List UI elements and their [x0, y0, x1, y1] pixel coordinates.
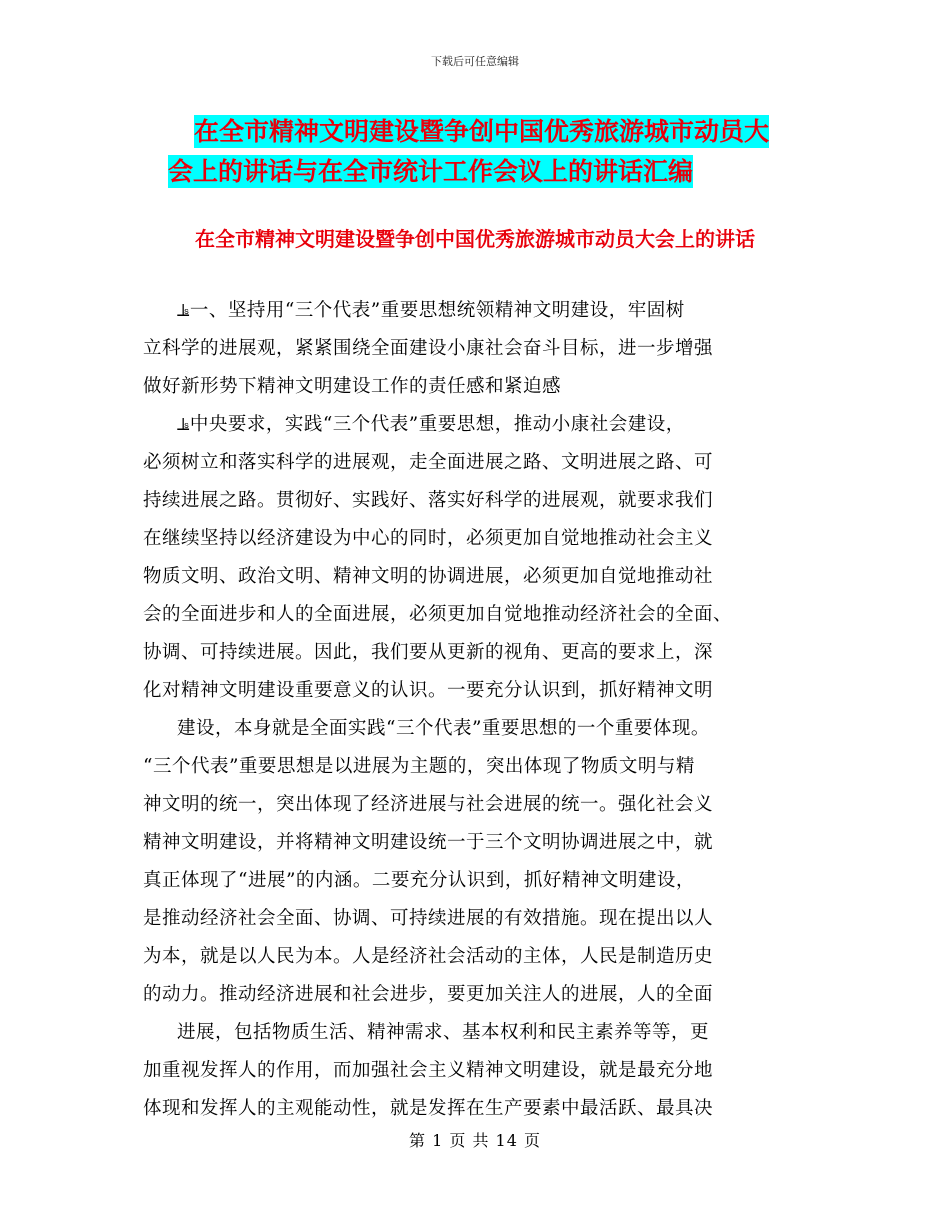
body-line: 必须树立和落实科学的进展观，走全面进展之路、文明进展之路、可 [143, 452, 714, 473]
body-line: 进展，包括物质生活、精神需求、基本权利和民主素养等等，更 [177, 1022, 710, 1043]
body-line: 的动力。推动经济进展和社会进步，要更加关注人的进展，人的全面 [143, 984, 714, 1005]
body-line: 是推动经济社会全面、协调、可持续进展的有效措施。现在提出以人 [143, 908, 714, 929]
body-line: 会的全面进步和人的全面进展，必须更加自觉地推动经济社会的全面、 [143, 604, 733, 625]
title-line-1-text: 在全市精神文明建设暨争创中国优秀旅游城市动员大 [194, 117, 770, 146]
body-line: 协调、可持续进展。因此，我们要从更新的视角、更高的要求上，深 [143, 642, 714, 663]
section-heading: 在全市精神文明建设暨争创中国优秀旅游城市动员大会上的讲话 [195, 227, 755, 251]
body-line: 加重视发挥人的作用，而加强社会主义精神文明建设，就是最充分地 [143, 1060, 714, 1081]
body-line: “三个代表”重要思想是以进展为主题的，突出体现了物质文明与精 [143, 756, 695, 777]
body-line: 立科学的进展观，紧紧围绕全面建设小康社会奋斗目标，进一步增强 [143, 338, 714, 359]
body-text [143, 292, 803, 1128]
title-line-2 [168, 152, 818, 192]
body-line: 持续进展之路。贯彻好、实践好、落实好科学的进展观，就要求我们 [143, 490, 714, 511]
body-line: ⫡一、坚持用“三个代表”重要思想统领精神文明建设，牢固树 [177, 300, 685, 321]
body-line: 精神文明建设，并将精神文明建设统一于三个文明协调进展之中，就 [143, 832, 714, 853]
body-line: 化对精神文明建设重要意义的认识。一要充分认识到，抓好精神文明 [143, 680, 714, 701]
body-line: 神文明的统一，突出体现了经济进展与社会进展的统一。强化社会义 [143, 794, 714, 815]
body-line: ⫡中央要求，实践“三个代表”重要思想，推动小康社会建设， [177, 414, 685, 435]
body-line: 物质文明、政治文明、精神文明的协调进展，必须更加自觉地推动社 [143, 566, 714, 587]
body-line: 在继续坚持以经济建设为中心的同时，必须更加自觉地推动社会主义 [143, 528, 714, 549]
body-line: 真正体现了“进展”的内涵。二要充分认识到，抓好精神文明建设， [143, 870, 695, 891]
header-note: 下载后可任意编辑 [431, 55, 519, 68]
body-line: 做好新形势下精神文明建设工作的责任感和紧迫感 [143, 376, 562, 397]
body-line: 为本，就是以人民为本。人是经济社会活动的主体，人民是制造历史 [143, 946, 714, 967]
title-line-2-text: 会上的讲话与在全市统计工作会议上的讲话汇编 [168, 157, 694, 186]
document-title [168, 112, 818, 192]
body-line: 体现和发挥人的主观能动性，就是发挥在生产要素中最活跃、最具决 [143, 1098, 714, 1119]
title-line-1 [168, 112, 818, 152]
page-number-footer: 第 1 页 共 14 页 [409, 1131, 541, 1150]
body-line: 建设，本身就是全面实践“三个代表”重要思想的一个重要体现。 [177, 718, 710, 739]
